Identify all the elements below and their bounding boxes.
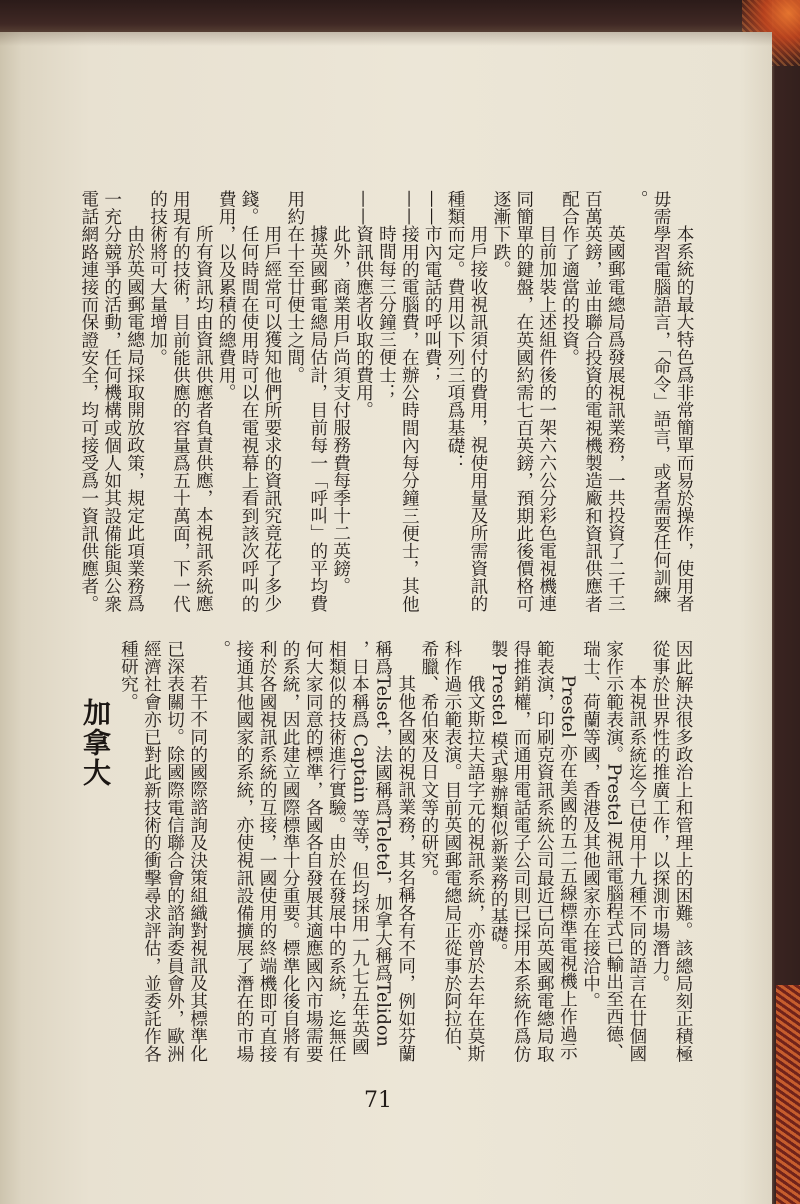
- text-column: ——市內電話的呼叫費；: [422, 190, 443, 384]
- text-column: 據英國郵電總局估計，目前每一「呼叫」的平均費: [307, 225, 328, 613]
- text-column: 希臘、希伯來及日文等的研究。: [418, 640, 439, 887]
- text-column: 稱爲Telset，法國稱爲Teletel，加拿大稱爲Telidon: [372, 640, 393, 1047]
- text-column: 種類而定。費用以下列三項爲基礎：: [445, 190, 466, 472]
- text-column: 。: [628, 190, 649, 208]
- text-column: 。: [210, 640, 231, 658]
- text-column: 範表演，印刷克資訊系統公司最近已向英國郵電總局取: [534, 640, 555, 1063]
- text-column: 相類似的技術進行實驗。由於在發展中的系統，迄無任: [326, 640, 347, 1063]
- page-number: 71: [364, 1088, 392, 1113]
- text-column: 利於各國視訊系統的互接，一國使用的終端機即可直接: [257, 640, 278, 1063]
- text-column: 何大家同意的標準，各國各自發展其適應國內市場需要: [303, 640, 324, 1063]
- text-column: 其他各國的視訊業務，其名稱各有不同，例如芬蘭: [395, 675, 416, 1063]
- text-column: 所有資訊均由資訊供應者負責供應，本視訊系統應: [193, 225, 214, 613]
- text-column: 由於英國郵電總局採取開放政策，規定此項業務爲: [124, 225, 145, 613]
- text-column: 家作示範表演。Prestel 視訊電腦程式已輸出至西德、: [603, 640, 624, 1061]
- text-column: 錢。任何時間在使用時可以在電視幕上看到該次呼叫的: [239, 190, 260, 613]
- text-column: 因此解決很多政治上和管理上的困難。該總局刻正積極: [673, 640, 693, 1063]
- text-column: 用戶經常可以獲知他們所要求的資訊究竟花了多少: [261, 225, 282, 613]
- section-heading: 加拿大: [79, 698, 112, 788]
- book-cover-top: [0, 0, 800, 34]
- text-column: 一充分競爭的活動，任何機構或個人如其設備能與公衆: [101, 190, 122, 613]
- text-column: 已深表關切。除國際電信聯合會的諮詢委員會外，歐洲: [164, 640, 185, 1063]
- text-column: 用戶接收視訊須付的費用，視使用量及所需資訊的: [467, 225, 488, 613]
- text-column: 毋需學習電腦語言，「命令」語言，或者需要任何訓練: [651, 190, 672, 604]
- text-column: 英國郵電總局爲發展視訊業務，一共投資了二千三: [605, 225, 626, 613]
- text-column: 本視訊系統迄今已使用十九種不同的語言在廿個國: [626, 675, 647, 1063]
- text-column: 目前加裝上述組件後的一架六六公分彩色電視機連: [536, 225, 557, 613]
- text-column: 百萬英鎊，並由聯合投資的電視機製造廠和資訊供應者: [582, 190, 603, 613]
- text-column: 的系統，因此建立國際標準十分重要。標準化後自將有: [280, 640, 301, 1063]
- text-column: 同簡單的鍵盤，在英國約需七百英鎊，預期此後價格可: [513, 190, 534, 613]
- text-column: 此外，商業用戶尚須支付服務費每季十二英鎊。: [330, 225, 351, 595]
- text-column: 製 Prestel 模式舉辦類似新業務的基礎。: [488, 640, 509, 961]
- text-column: 電話網路連接而保證安全，均可接受爲一資訊供應者。: [78, 190, 99, 613]
- text-column: 本系統的最大特色爲非常簡單而易於操作，使用者: [674, 225, 694, 613]
- upper-text-block: [77, 190, 695, 615]
- text-column: 種研究。: [118, 640, 139, 711]
- text-column: 逐漸下跌。: [490, 190, 511, 278]
- text-column: 瑞士、荷蘭等國，香港及其他國家亦在接洽中。: [580, 640, 601, 1010]
- text-column: ，日本稱爲 Captain 等等，但均採用一九七五年英國: [349, 640, 370, 1056]
- text-column: 接通其他國家的系統，亦使視訊設備擴展了潛在的市場: [233, 640, 254, 1063]
- text-column: 經濟社會亦已對此新技術的衝擊尋求評估，並委託作各: [141, 640, 162, 1063]
- lower-text-block: [116, 640, 694, 1072]
- text-column: 費用，以及累積的總費用。: [216, 190, 237, 402]
- text-column: 若干不同的國際諮詢及決策組織對視訊及其標準化: [187, 675, 208, 1063]
- text-column: 用約在十至廿便士之間。: [284, 190, 305, 384]
- text-column: ——接用的電腦費，在辦公時間內每分鐘三便士，其他: [399, 190, 420, 613]
- text-column: 得推銷權，而通用電話電子公司則已採用本系統作爲仿: [511, 640, 532, 1063]
- text-column: 科作過示範表演。目前英國郵電總局正從事於阿拉伯、: [441, 640, 462, 1063]
- text-column: Prestel 亦在美國的五二五線標準電視機上作過示: [557, 675, 578, 1061]
- text-column: 的技術將可大量增加。: [147, 190, 168, 366]
- text-column: 俄文斯拉夫語字元的視訊系統，亦曾於去年在莫斯: [465, 675, 486, 1063]
- text-column: 時間每三分鐘三便士；: [376, 225, 397, 401]
- text-column: 用現有的技術，目前能供應的容量爲五十萬面，下一代: [170, 190, 191, 613]
- text-column: 從事於世界性的推廣工作，以探測市場潛力。: [649, 640, 670, 992]
- text-column: ——資訊供應者收取的費用。: [353, 190, 374, 419]
- cover-cloth-texture: [776, 985, 800, 1204]
- text-column: 配合作了適當的投資。: [559, 190, 580, 366]
